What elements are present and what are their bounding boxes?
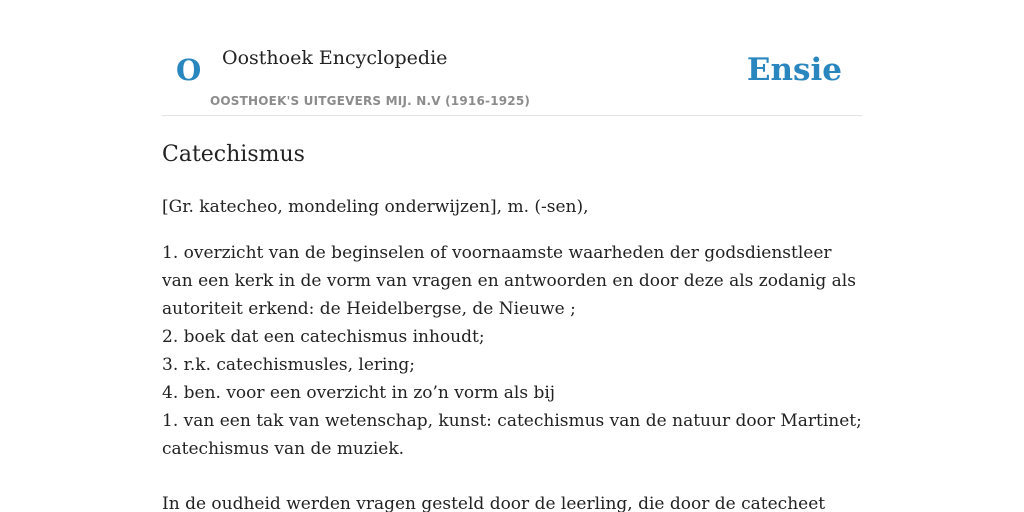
definition-item: 2. boek dat een catechismus inhoudt; bbox=[162, 327, 485, 347]
definition-item: 4. ben. voor een overzicht in zo’n vorm als bij bbox=[162, 383, 556, 403]
entry-paragraph: In de oudheid werden vragen gesteld door de leerling, die door de catecheet bbox=[162, 494, 826, 512]
entry-etymology: [Gr. katecheo, mondeling onderwijzen], m. (-sen), bbox=[162, 197, 589, 217]
site-subtitle: OOSTHOEK'S UITGEVERS MIJ. N.V (1916-1925) bbox=[210, 94, 531, 108]
entry-title: Catechismus bbox=[162, 142, 305, 167]
definition-item: 1. van een tak van wetenschap, kunst: catechismus van de natuur door Martinet; catechismus van de muziek. bbox=[162, 411, 862, 459]
definition-list bbox=[162, 239, 862, 463]
site-header bbox=[162, 0, 862, 116]
brand-logo[interactable]: Ensie bbox=[746, 52, 842, 88]
definition-item: 3. r.k. catechismusles, lering; bbox=[162, 355, 416, 375]
site-title[interactable]: Oosthoek Encyclopedie bbox=[222, 47, 448, 69]
site-logo-icon[interactable]: O bbox=[176, 53, 202, 87]
definition-item: 1. overzicht van de beginselen of voornaamste waarheden der godsdienstleer van een kerk in de vorm van vragen en antwoorden en door deze als zodanig als autoriteit erkend: de Heidelbergse, de Nieuwe ; bbox=[162, 243, 856, 319]
page bbox=[162, 0, 862, 512]
